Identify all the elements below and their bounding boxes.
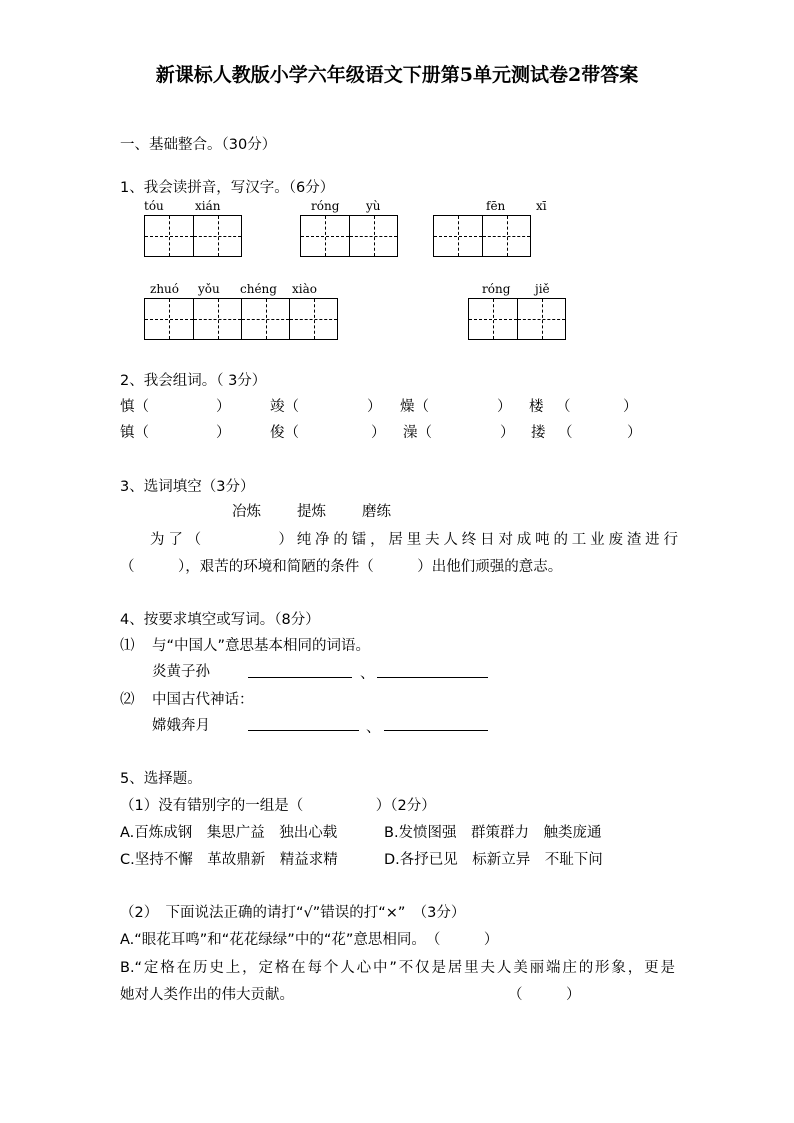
- item-number: ⑴: [120, 638, 135, 654]
- word-prompt: ）: [371, 425, 386, 441]
- statement-b: B.“定格在历史上，定格在每个人心中”不仅是居里夫人美丽端庄的形象，更是: [120, 960, 675, 976]
- answer-line[interactable]: [377, 676, 488, 678]
- word-prompt: 俊（: [270, 425, 299, 441]
- word-prompt: 搂: [531, 425, 546, 441]
- pinyin: yù: [366, 199, 381, 213]
- grid-cell[interactable]: [517, 299, 565, 339]
- pinyin: tóu: [144, 199, 164, 213]
- sub-question: （2） 下面说法正确的请打“√”错误的打“×” （3分）: [120, 905, 466, 921]
- statement-b-cont: 她对人类作出的伟大贡献。: [120, 987, 294, 1003]
- option-a[interactable]: A.百炼成钢 集思广益 独出心载: [120, 825, 338, 841]
- word-prompt: （: [558, 425, 573, 441]
- example-word: 嫦娥奔月: [152, 718, 210, 734]
- word-prompt: ）: [216, 425, 231, 441]
- item-text: 与“中国人”意思基本相同的词语。: [152, 638, 371, 654]
- section-heading: 一、基础整合。（30分）: [120, 137, 277, 153]
- pinyin: xī: [536, 199, 547, 213]
- statement-a: A.“眼花耳鸣”和“花花绿绿”中的“花”意思相同。 （ ）: [120, 932, 499, 948]
- q5-heading: 5、选择题。: [120, 771, 202, 787]
- pinyin: fēn: [486, 199, 506, 213]
- word-choice: 提炼: [297, 504, 326, 520]
- option-d[interactable]: D.各抒已见 标新立异 不耻下问: [384, 852, 603, 868]
- grid-cell[interactable]: [193, 216, 241, 256]
- grid-cell[interactable]: [434, 216, 482, 256]
- sub-question: （1）没有错别字的一组是（ ）（2分）: [120, 798, 436, 814]
- pinyin: róng: [482, 282, 511, 296]
- answer-line[interactable]: [248, 729, 359, 731]
- grid-cell[interactable]: [145, 299, 193, 339]
- q2-heading: 2、我会组词。（ 3分）: [120, 373, 267, 389]
- word-prompt: 竣（: [270, 399, 299, 415]
- word-prompt: 镇（: [120, 425, 149, 441]
- word-prompt: ）: [216, 399, 231, 415]
- answer-line[interactable]: [384, 729, 488, 731]
- fill-sentence: （ ），艰苦的环境和简陋的条件（ ）出他们顽强的意志。: [120, 559, 563, 575]
- pinyin: chéng: [240, 282, 277, 296]
- answer-line[interactable]: [248, 676, 352, 678]
- writing-grid[interactable]: [468, 298, 566, 340]
- page-title: 新课标人教版小学六年级语文下册第5单元测试卷2带答案: [155, 64, 639, 86]
- word-prompt: 楼: [529, 399, 544, 415]
- q4-heading: 4、按要求填空或写词。（8分）: [120, 612, 320, 628]
- pinyin: róng: [311, 199, 340, 213]
- word-choice: 磨练: [362, 504, 391, 520]
- pinyin: xián: [195, 199, 221, 213]
- item-text: 中国古代神话：: [152, 692, 254, 708]
- grid-cell[interactable]: [145, 216, 193, 256]
- fill-sentence: 为了（ ）纯净的镭，居里夫人终日对成吨的工业废渣进行: [150, 532, 678, 548]
- grid-cell[interactable]: [289, 299, 337, 339]
- grid-cell[interactable]: [482, 216, 530, 256]
- word-prompt: （: [556, 399, 571, 415]
- pinyin: xiào: [292, 282, 317, 296]
- word-prompt: ）: [623, 399, 638, 415]
- separator: 、: [360, 666, 375, 682]
- word-prompt: ）: [500, 425, 515, 441]
- answer-paren[interactable]: （ ）: [508, 987, 581, 1003]
- grid-cell[interactable]: [349, 216, 397, 256]
- pinyin: jiě: [535, 282, 550, 296]
- grid-cell[interactable]: [469, 299, 517, 339]
- option-b[interactable]: B.发愤图强 群策群力 触类庞通: [384, 825, 602, 841]
- q3-heading: 3、选词填空（3分）: [120, 479, 255, 495]
- separator: 、: [366, 720, 381, 736]
- word-prompt: 燥（: [400, 399, 429, 415]
- q1-heading: 1、我会读拼音，写汉字。（6分）: [120, 180, 335, 196]
- grid-cell[interactable]: [193, 299, 241, 339]
- writing-grid[interactable]: [433, 215, 531, 257]
- word-prompt: ）: [627, 425, 642, 441]
- pinyin: yǒu: [198, 282, 220, 296]
- writing-grid[interactable]: [144, 298, 338, 340]
- pinyin: zhuó: [150, 282, 180, 296]
- grid-cell[interactable]: [301, 216, 349, 256]
- example-word: 炎黄子孙: [152, 664, 210, 680]
- word-prompt: ）: [367, 399, 382, 415]
- word-prompt: 澡（: [403, 425, 432, 441]
- writing-grid[interactable]: [300, 215, 398, 257]
- grid-cell[interactable]: [241, 299, 289, 339]
- word-prompt: ）: [497, 399, 512, 415]
- option-c[interactable]: C.坚持不懈 革故鼎新 精益求精: [120, 852, 338, 868]
- writing-grid[interactable]: [144, 215, 242, 257]
- item-number: ⑵: [120, 692, 135, 708]
- word-prompt: 慎（: [120, 399, 149, 415]
- word-choice: 冶炼: [232, 504, 261, 520]
